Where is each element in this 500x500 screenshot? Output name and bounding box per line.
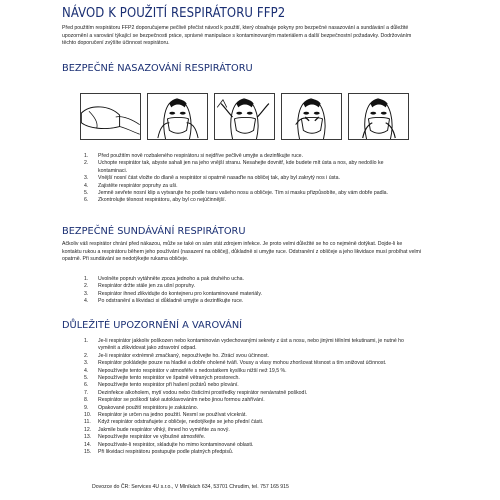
- importer-footer: Dovozce do ČR: Services 4U s.r.o., V Mlníkách 634, 53701 Chrudim, tel. 757 165 915: [92, 484, 289, 490]
- list-item: 2. Je-li respirátor extrémně zmačkaný, nepoužívejte ho. Ztrácí svou účinnost.: [84, 352, 269, 359]
- fitting-steps: [62, 153, 408, 205]
- nose-clip-figure: [281, 93, 342, 140]
- list-item: 13. Nepoužívejte respirátor ve výbušné atmosféře.: [84, 434, 206, 441]
- list-item: 3. Respirátor ihned zlikvidujte do kontejneru pro kontaminované materiály.: [84, 290, 262, 297]
- mask-hold-figure: [80, 93, 141, 140]
- list-item: 2. Uchopte respirátor tak, abyste sahali jen na jeho vnější stranu. Nesahejte dovnitř, kde budete mít ústa a nos, aby nedošlo ke kontaminaci.: [84, 160, 384, 174]
- list-item: 1. Je-li respirátor jakkoliv poškozen nebo kontaminován vydechovanými sekrety z úst a nosu, nebo jinými tělními tekutinami, je nutné ho vyměnit a zlikvidovat jako zdravotní odpad.: [84, 338, 404, 352]
- list-item: 6. Nepoužívejte tento respirátor při hašení požárů nebo plování.: [84, 382, 239, 389]
- list-item: 9. Opakované použití respirátoru je zakázáno.: [84, 404, 199, 411]
- removal-heading: BEZPEČNÉ SUNDÁVÁNÍ RESPIRÁTORU: [62, 226, 246, 237]
- list-item: 8. Respirátor se poškodí také autoklavováním nebo jinou formou zahřívání.: [84, 397, 265, 404]
- list-item: 3. Respirátor pokládejte pouze na hladké a dobře oholené tváři. Vousy a vlasy mohou zhoršovat těsnost a tím snižovat účinnost.: [84, 360, 387, 367]
- list-item: 1. Uvolněte popruh vytáhněte zpoza jednoho a pak druhého ucha.: [84, 276, 244, 282]
- instruction-page: [62, 0, 442, 500]
- removal-steps: [62, 276, 408, 306]
- list-item: 14. Nepoužívate-li respirátor, skladujte ho mimo kontaminované oblasti.: [84, 441, 254, 448]
- warnings-list: [62, 338, 408, 457]
- list-item: 7. Dezinfekce alkoholem, mytí vodou nebo čisticími prostředky respirátor nenávratně poškodí.: [84, 389, 308, 396]
- mask-place-figure: [147, 93, 208, 140]
- intro-paragraph: Před použitím respirátoru FFP2 doporučujeme pečlivě přečíst návod k použití, který obsahuje pokyny pro bezpečné nasazování a sundávání a důležité upozornění a varování týkající se bezpečnosti práce, správné manipulace s kontaminovaným materiálem a další bezpečnostní požadavky. Dodržováním těchto doporučení zvýšíte účinnost respirátoru.: [62, 25, 412, 47]
- list-item: 15. Při likvidaci respirátoru postupujte podle platných předpisů.: [84, 449, 234, 456]
- list-item: 5. Jemně sevřete nosní klip a vytvarujte ho podle tvaru vašeho nosu a obličeje. Tím si masku přizpůsobíte, aby vám dobře padla.: [84, 190, 388, 197]
- seal-check-figure: [348, 93, 409, 140]
- fitting-figures: [80, 93, 410, 140]
- list-item: 11. Když respirátor odstraňujete z obličeje, nedotýkejte se jeho přední části.: [84, 419, 264, 426]
- list-item: 4. Nepoužívejte tento respirátor v atmosféře s nedostatkem kyslíku nižší než 19,5 %.: [84, 367, 287, 374]
- list-item: 2. Respirátor držte stále jen za ušní popruhy.: [84, 283, 196, 290]
- strap-pull-figure: [214, 93, 275, 140]
- removal-intro: Ačkoliv váš respirátor chrání před nákazou, může se také on sám stát zdrojem infekce. Je proto velmi důležité se ho co nejméně dotýkat. Dojde-li ke kontaktu rukou a respirátoru během jeho používání (nasazení na obličej), důkladně si umyjte ruce. Odstranění z obličeje a jeho likvidace musí probíhat velmi opatrně. Při sundávání se nedotýkejte rukama obličeje.: [62, 241, 421, 263]
- list-item: 4. Po odstranění a likvidaci si důkladně umyjte a dezinfikujte ruce.: [84, 298, 244, 305]
- page-title: NÁVOD K POUŽITÍ RESPIRÁTORU FFP2: [62, 6, 286, 21]
- list-item: 10. Respirátor je určen na jedno použití. Nesmí se používat vícekrát.: [84, 412, 247, 419]
- list-item: 3. Vnější nosní část vložte do dlaně a respirátor si opatrně nasaďte na obličej tak, aby byl zakrytý nos i ústa.: [84, 175, 340, 182]
- list-item: 12. Jakmile bude respirátor vlhký, ihned ho vyměňte za nový.: [84, 426, 230, 433]
- list-item: 1. Před použitím nově rozbaleného respirátoru si nejdříve pečlivě umyjte a dezinfikujte ruce.: [84, 153, 304, 159]
- fitting-heading: BEZPEČNÉ NASAZOVÁNÍ RESPIRÁTORU: [62, 63, 253, 74]
- list-item: 5. Nepoužívejte tento respirátor ve špatně větraných prostorech.: [84, 375, 240, 382]
- list-item: 6. Zkontrolujte těsnost respirátoru, aby byl co nejúčinnější.: [84, 197, 227, 204]
- warnings-heading: DŮLEŽITÉ UPOZORNĚNÍ A VAROVÁNÍ: [62, 320, 243, 331]
- list-item: 4. Zajistěte respirátor popruhy za uši.: [84, 182, 178, 189]
